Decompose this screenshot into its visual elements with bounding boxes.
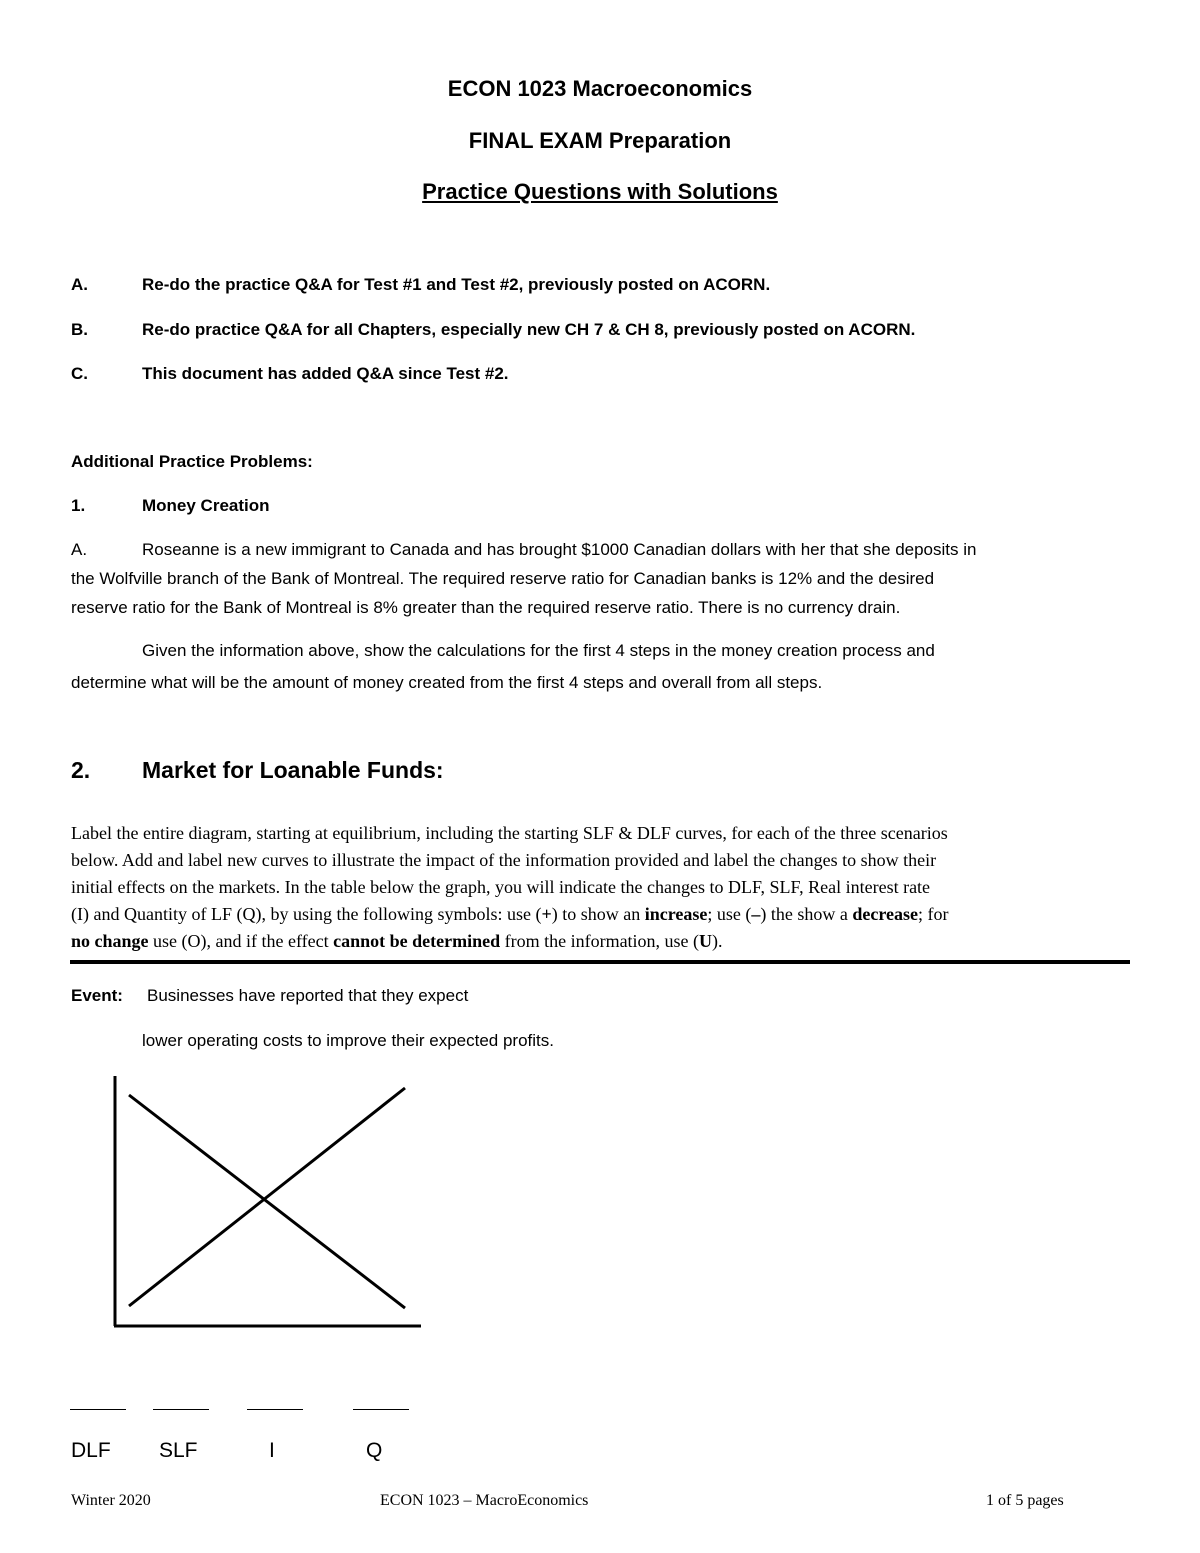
answer-blank-i[interactable]: [247, 1409, 303, 1410]
instructions-line-2: below. Add and label new curves to illustrate the impact of the information provided and label the changes to show their: [71, 850, 937, 870]
label-i: I: [269, 1439, 275, 1462]
answer-blank-slf[interactable]: [153, 1409, 209, 1410]
exam-title: FINAL EXAM Preparation: [468, 128, 732, 153]
course-title: ECON 1023 Macroeconomics: [447, 76, 753, 101]
intro-item-c-text: This document has added Q&A since Test #2.: [142, 364, 509, 383]
problem-1-number: 1.: [71, 496, 86, 515]
problem-1-part-marker: A.: [71, 540, 88, 559]
problem-2-title: Market for Loanable Funds:: [142, 757, 444, 783]
problem-1-line-5: determine what will be the amount of money created from the first 4 steps and overall from all steps.: [71, 673, 823, 692]
problem-1-line-2: the Wolfville branch of the Bank of Montreal. The required reserve ratio for Canadian banks is 12% and the desired: [71, 569, 935, 588]
problem-1-line-3: reserve ratio for the Bank of Montreal is 8% greater than the required reserve ratio. There is no currency drain.: [71, 598, 901, 617]
problem-1-line-4: Given the information above, show the calculations for the first 4 steps in the money creation process and: [142, 641, 935, 660]
instructions-line-5: no change use (O), and if the effect cannot be determined from the information, use (U).: [71, 931, 723, 951]
answer-blank-q[interactable]: [353, 1409, 409, 1410]
instructions-line-4: (I) and Quantity of LF (Q), by using the following symbols: use (+) to show an increase; use (–) the show a decrease; for: [71, 904, 949, 924]
loanable-funds-diagram: [100, 1070, 430, 1334]
event-text-line-1: Businesses have reported that they expect: [147, 986, 469, 1005]
intro-item-c-marker: C.: [71, 364, 88, 383]
label-dlf: DLF: [71, 1439, 111, 1462]
page-subtitle: Practice Questions with Solutions: [422, 179, 778, 204]
demand-curve-dlf: [129, 1095, 405, 1308]
intro-item-a-marker: A.: [71, 275, 88, 294]
instructions-line-3: initial effects on the markets. In the table below the graph, you will indicate the changes to DLF, SLF, Real interest rate: [71, 877, 931, 897]
intro-item-a-text: Re-do the practice Q&A for Test #1 and Test #2, previously posted on ACORN.: [142, 275, 771, 294]
event-text-line-2: lower operating costs to improve their expected profits.: [142, 1031, 554, 1050]
problem-1-line-1: Roseanne is a new immigrant to Canada and has brought $1000 Canadian dollars with her that she deposits in: [142, 540, 977, 559]
additional-problems-heading: Additional Practice Problems:: [71, 452, 313, 471]
problem-2-number: 2.: [71, 757, 91, 783]
problem-2-instructions: [71, 820, 1131, 955]
intro-item-b-marker: B.: [71, 320, 88, 339]
footer-course: ECON 1023 – MacroEconomics: [380, 1492, 589, 1509]
answer-blank-dlf[interactable]: [70, 1409, 126, 1410]
section-divider: [70, 960, 1130, 964]
label-q: Q: [366, 1439, 383, 1462]
label-slf: SLF: [159, 1439, 198, 1462]
footer-page-number: 1 of 5 pages: [986, 1492, 1064, 1509]
intro-item-b-text: Re-do practice Q&A for all Chapters, especially new CH 7 & CH 8, previously posted on ACORN.: [142, 320, 916, 339]
supply-curve-slf: [129, 1088, 405, 1306]
problem-1-title: Money Creation: [142, 496, 270, 515]
footer-term: Winter 2020: [71, 1492, 151, 1509]
instructions-line-1: Label the entire diagram, starting at equilibrium, including the starting SLF & DLF curves, for each of the three scenarios: [71, 823, 948, 843]
event-label: Event:: [71, 986, 123, 1005]
